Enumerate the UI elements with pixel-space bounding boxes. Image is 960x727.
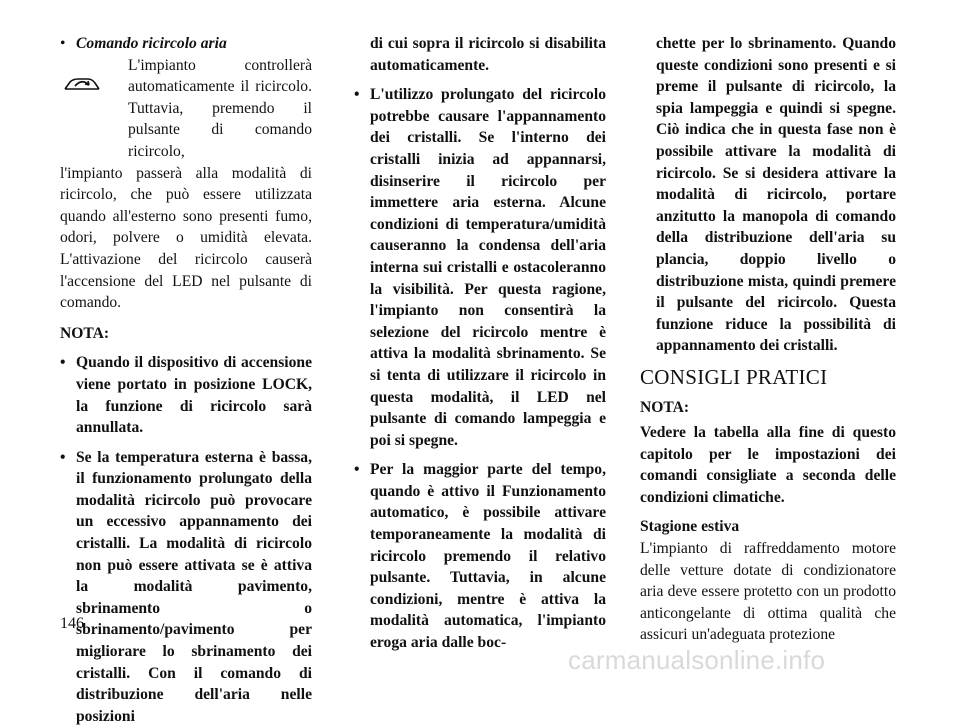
- nota-text: Vedere la tabella alla fine di questo capitolo per le impostazioni dei comandi consigliate a seconda delle condizioni climatiche.: [640, 424, 896, 506]
- continued-text: di cui sopra il ricircolo si disabilita automaticamente.: [370, 35, 606, 74]
- bullet-dot: •: [60, 448, 66, 466]
- subsection-text: L'impianto di raffreddamento motore delle vetture dotate di condizionatore aria deve essere protetto con un prodotto anticongelante di ottima qualità che assicuri un'adeguata protezione: [640, 540, 896, 644]
- note-bullet-4-text: Per la maggior parte del tempo, quando è attivo il Funzionamento automatico, è possibile attivare temporaneamente la modalità di ricircolo premendo il relativo pulsante. Tuttavia, in alcune condizioni, mentre è attiva la modalità automatica, l'impianto eroga aria dalle boc-: [370, 461, 606, 652]
- column-3: [640, 33, 896, 646]
- column-1: [60, 33, 312, 727]
- watermark: carmanualsonline.info: [568, 645, 826, 675]
- column-2: [354, 33, 606, 654]
- note-bullet-1: [60, 352, 312, 438]
- bullet-dot: •: [354, 461, 360, 479]
- subsection-title: Stagione estiva: [640, 518, 740, 536]
- bullet-title: Comando ricircolo aria: [76, 35, 227, 52]
- bullet-dot: •: [60, 354, 66, 372]
- nota-label: NOTA:: [60, 324, 110, 342]
- section-heading: CONSIGLI PRATICI: [640, 364, 828, 389]
- note-bullet-3-text: L'utilizzo prolungato del ricircolo potrebbe causare l'appannamento dei cristalli. Se l'interno dei cristalli inizia ad appannarsi, disinserire il ricircolo per immettere aria esterna. Alcune condizioni di temperatura/umidità causeranno la condensa dell'aria interna sui cristalli e ostacoleranno la visibilità. Per questa ragione, l'impianto non consentirà la selezione del ricircolo mentre è attiva la modalità sbrinamento. Se si tenta di utilizzare il ricircolo in questa modalità, il LED nel pulsante di comando lampeggia e poi si spegne.: [370, 86, 606, 449]
- icon-paragraph: [60, 55, 312, 163]
- note-bullet-2-text: Se la temperatura esterna è bassa, il funzionamento prolungato della modalità ricircolo può provocare un eccessivo appannamento dei cristalli. La modalità di ricircolo non può essere attivata se è attiva la modalità pavimento, sbrinamento o sbrinamento/pavimento per migliorare lo sbrinamento dei cristalli. Con il comando di distribuzione dell'aria nelle posizioni: [76, 448, 312, 725]
- intro-text: L'impianto controllerà automaticamente il ricircolo. Tuttavia, premendo il pulsante di comando ricircolo,: [128, 56, 312, 160]
- bullet-recirculation: [60, 33, 312, 55]
- note-bullet-2: [60, 447, 312, 727]
- note-bullet-4: [354, 459, 606, 653]
- page-number: 146: [60, 615, 84, 632]
- note-bullet-3: [354, 84, 606, 451]
- recirculation-car-icon: [60, 55, 128, 102]
- note-bullet-1-text: Quando il dispositivo di accensione viene portato in posizione LOCK, la funzione di ricircolo sarà annullata.: [76, 354, 312, 437]
- recirculation-paragraph: l'impianto passerà alla modalità di ricircolo, che può essere utilizzata quando all'esterno sono presenti fumo, odori, polvere o umidità elevata. L'attivazione del ricircolo causerà l'accensione del LED nel pulsante di comando.: [60, 164, 312, 312]
- continued-text: chette per lo sbrinamento. Quando queste condizioni sono presenti e si preme il pulsante di ricircolo, la spia lampeggia e quindi si spegne. Ciò indica che in questa fase non è possibile attivare la modalità di ricircolo. Se si desidera attivare la modalità di ricircolo, portare anzitutto la manopola di comando della distribuzione dell'aria su plancia, doppio livello o distribuzione mista, quindi premere il pulsante del ricircolo. Questa funzione riduce la possibilità di appannamento dei cristalli.: [656, 35, 896, 355]
- bullet-dot: •: [60, 35, 66, 52]
- nota-label: NOTA:: [640, 398, 690, 416]
- bullet-dot: •: [354, 86, 360, 104]
